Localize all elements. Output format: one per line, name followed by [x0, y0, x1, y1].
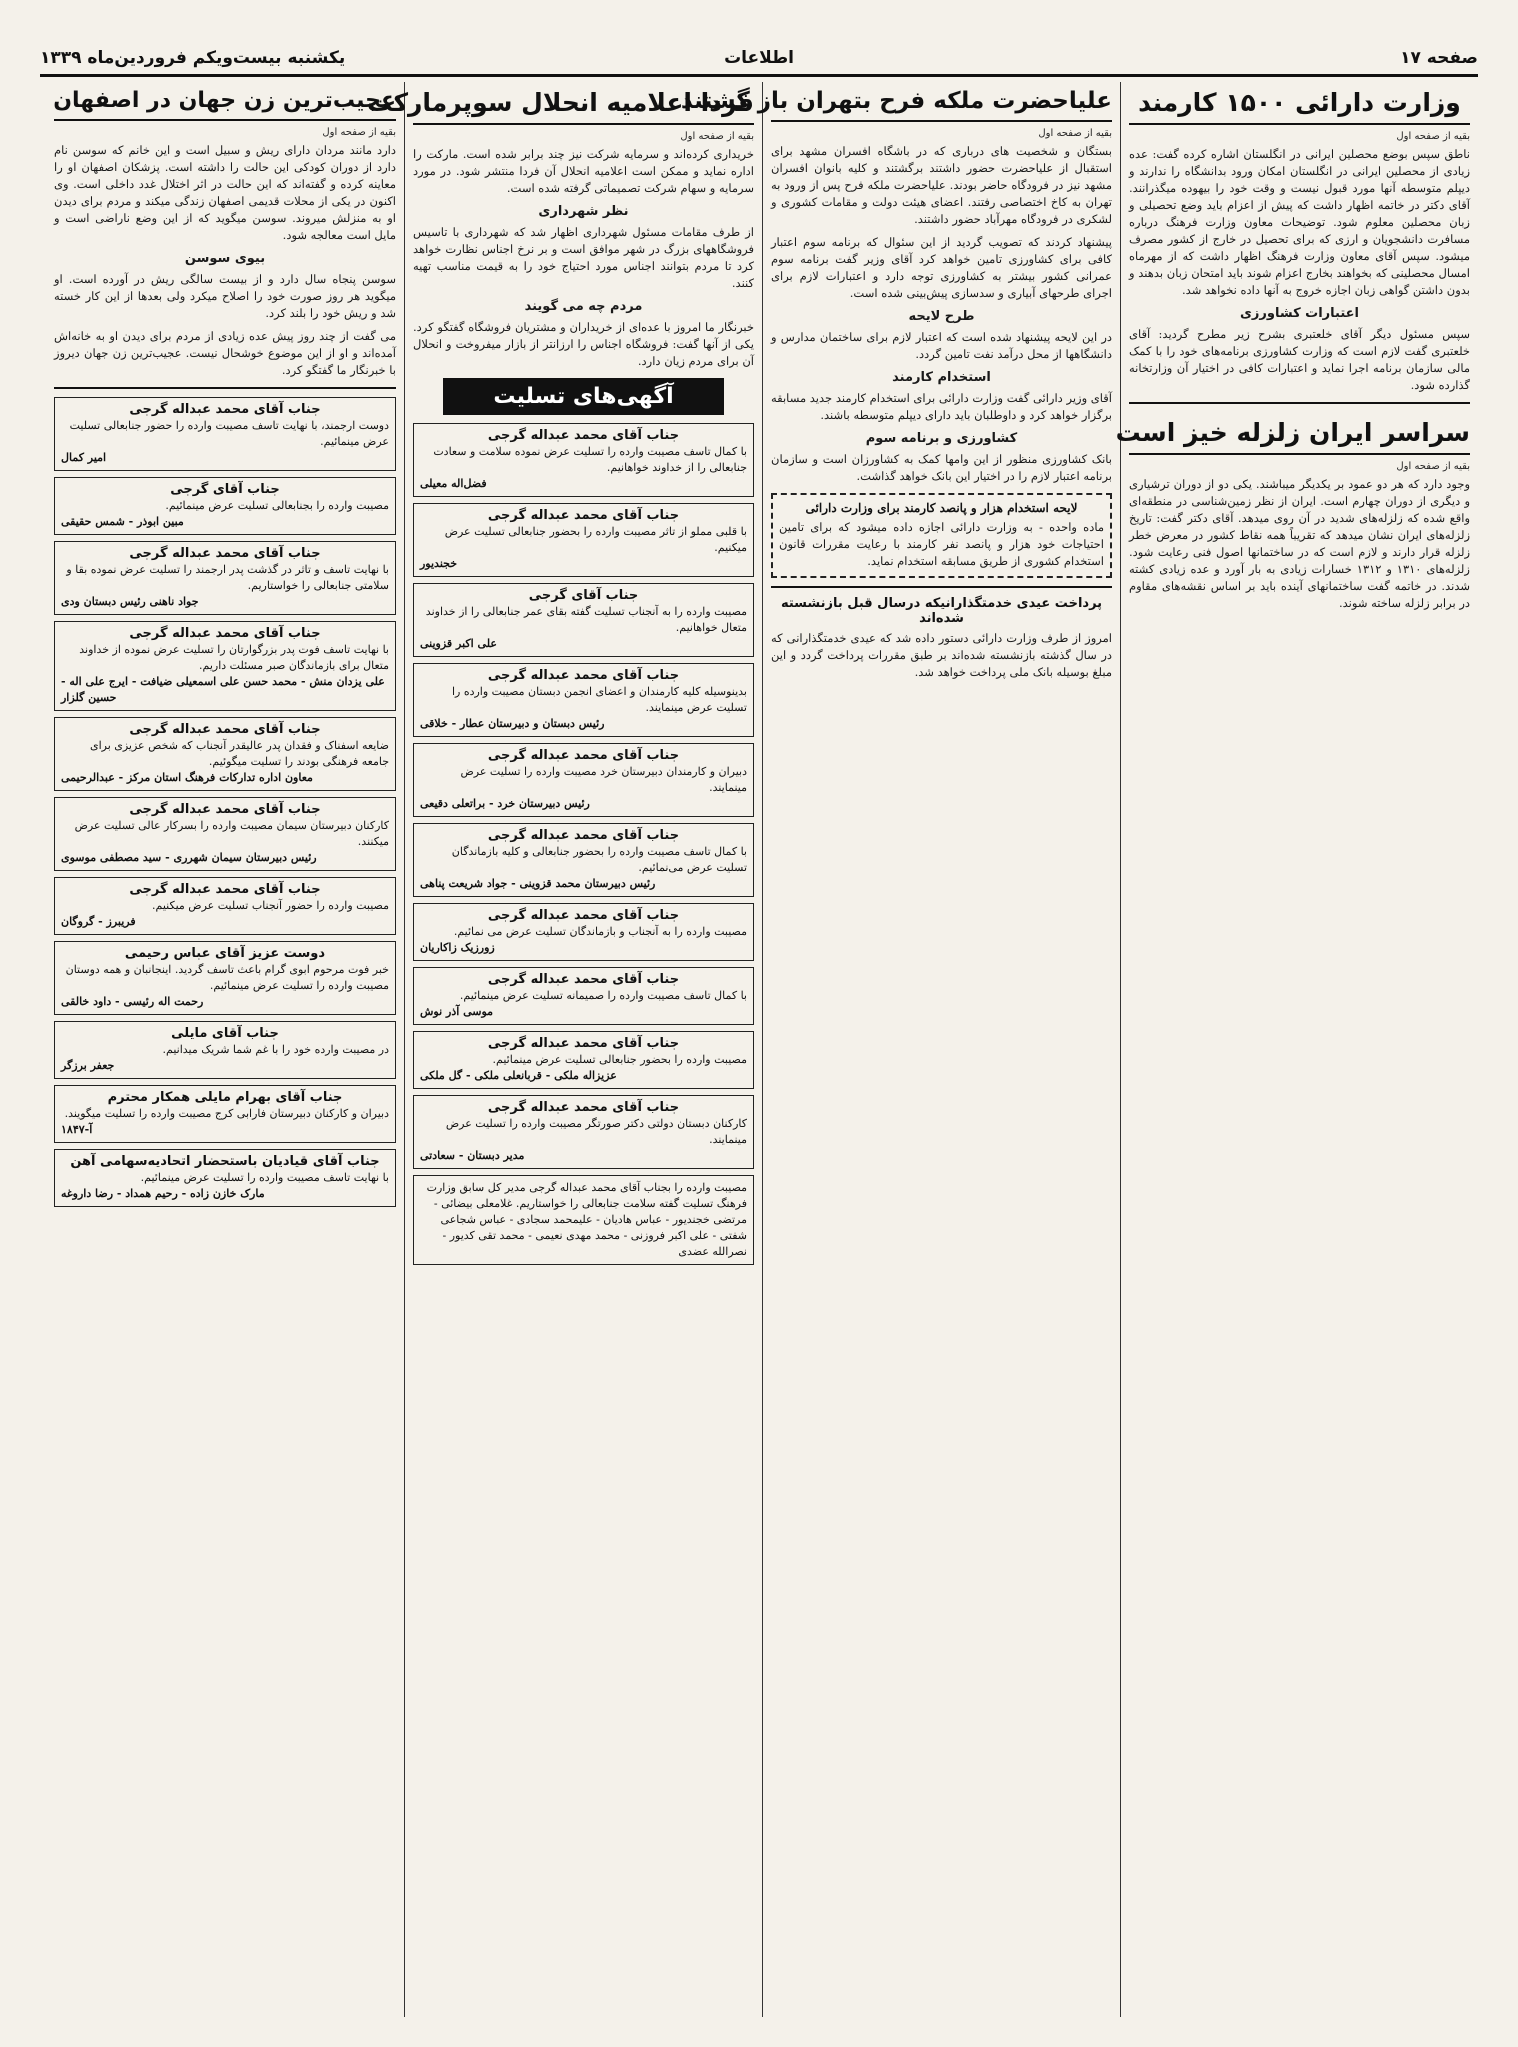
article-body	[771, 143, 1112, 485]
bill-notice	[771, 493, 1112, 578]
condolence-notice	[54, 541, 396, 615]
condolence-notice	[413, 1095, 754, 1169]
paragraph: ناطق سپس بوضع محصلین ایرانی در انگلستان اشاره کرده گفت: عده زیادی از محصلین ایرانی در انگلستان امکان ورود بدانشگاه را ندارند و دیپلم متوسطه آنها مورد قبول نیست و وقت خود را بیهوده میگذرانند. آقای دکتر در خاتمه اظهار داشت که پیش از اعزام باید وضع تحصیلی و زبان محصلین معلوم شود. توضیحات معاون وزارت فرهنگ درباره مسافرت دانشجویان و ارزی که برای تحصیل در خارج از کشور مصرف میشود. سپس آقای معاون وزارت فرهنگ اظهار داشت که از مهرماه امسال محصلینی که بخواهند بخارج اعزام شوند باید امتحان زبان بدهند و بدون داشتن گواهی زبان اجازه خروج به آنها داده نخواهد شد.	[1129, 147, 1470, 297]
notice-title: جناب آقای قیادیان باستحضار اتحادیه‌سهامی آهن	[70, 1154, 380, 1169]
subheading: کشاورزی و برنامه سوم	[865, 431, 1018, 446]
headline-queen-return: علیاحضرت ملکه فرح بتهران باز گشتند	[771, 82, 1112, 122]
condolence-notice	[54, 397, 396, 471]
paragraph: دارد مانند مردان دارای ریش و سبیل است و این خانم که سوسن نام دارد از دوران کودکی این حالت را داشته است. پزشکان اصفهان او را معاینه کرده و گفته‌اند که این حالت در اثر اختلال غدد داخلی است. وی اکنون در یکی از محلات قدیمی اصفهان زندگی میکند و مردم برای دیدن او به منزلش میروند. سوسن میگوید که از این وضع ناراضی است و مایل است معالجه شود.	[54, 143, 396, 242]
notice-body: با کمال تاسف مصیبت وارده را بحضور جنابعالی و کلیه بازماندگان تسلیت عرض می‌نمائیم.	[451, 845, 747, 874]
notice-body: دبیران و کارمندان دبیرستان خرد مصیبت وارده را تسلیت عرض مینمایند.	[460, 765, 747, 794]
paragraph: از طرف مقامات مسئول شهرداری اظهار شد که شهرداری با تاسیس فروشگاههای بزرگ در شهر موافق است و بر نرخ اجناس نظارت خواهد کرد تا مردم بتوانند اجناس مورد احتیاج خود را به قیمت مناسب تهیه کنند.	[413, 225, 754, 290]
notice-body: ضایعه اسفناک و فقدان پدر عالیقدر آنجناب که شخص عزیزی برای جامعه فرهنگی بودند را تسلیت میگوئیم.	[89, 739, 389, 768]
column-isfahan	[46, 82, 404, 2017]
condolence-notice	[54, 717, 396, 791]
condolence-notice	[413, 823, 754, 897]
notice-title: جناب آقای محمد عبداله گرجی	[129, 546, 321, 561]
continued-label: بقیه از صفحه اول	[680, 131, 754, 142]
article-body	[1129, 476, 1470, 612]
condolence-notice	[54, 621, 396, 711]
divider	[1129, 402, 1470, 404]
notice-body: بدینوسیله کلیه کارمندان و اعضای انجمن دبستان مصیبت وارده را تسلیت عرض مینمایند.	[451, 685, 747, 714]
condolence-notice	[54, 477, 396, 535]
notice-body: خبر فوت مرحوم ابوی گرام باعث تاسف گردید. اینجانبان و همه دوستان مصیبت وارده را تسلیت عرض مینمائیم.	[65, 963, 389, 992]
notice-body: در مصیبت وارده خود را با غم شما شریک میدانیم.	[162, 1043, 389, 1056]
paragraph: سوسن پنجاه سال دارد و از بیست سالگی ریش در آورده است. او میگوید هر روز صورت خود را اصلاح میکرد ولی بعدها از این کار خسته شد و ریش خود را بلند کرد.	[54, 272, 396, 320]
notice-title: جناب آقای محمد عبداله گرجی	[487, 508, 680, 523]
notice-body: کارکنان دبستان دولتی دکتر صورتگر مصیبت وارده را تسلیت عرض مینمایند.	[445, 1117, 747, 1146]
headline-finance-ministry: وزارت دارائی ۱۵۰۰ کارمند	[1129, 82, 1470, 125]
notice-signature: خجندیور	[420, 557, 458, 570]
notice-signature: رئیس دبیرستان سیمان شهرری - سید مصطفی موسوی	[61, 851, 317, 864]
notice-title: جناب آقای بهرام مایلی همکار محترم	[107, 1090, 343, 1105]
notice-body: با نهایت تاسف مصیبت وارده را تسلیت عرض مینمائیم.	[140, 1171, 389, 1184]
condolence-notice	[413, 583, 754, 657]
notice-signature: موسی آذر نوش	[420, 1005, 494, 1018]
column-supermarket	[366, 82, 762, 2017]
paragraph: می گفت از چند روز پیش عده زیادی از مردم برای دیدن او به خانه‌اش آمده‌اند و او از این موضوع خوشحال نیست. عجیب‌ترین زن جهان دیروز با خبرنگار ما گفتگو کرد.	[54, 329, 396, 377]
notice-body: کارکنان دبیرستان سیمان مصیبت وارده را بسرکار عالی تسلیت عرض میکنند.	[74, 819, 389, 848]
condolence-banner: آگهی‌های تسلیت	[443, 378, 724, 415]
headline-strangest-woman: عجیب‌ترین زن جهان در اصفهان	[54, 82, 396, 121]
notice-body: با نهایت تاسف فوت پدر بزرگوارتان را تسلیت عرض نموده از خداوند متعال برای بازماندگان صبر مسئلت داریم.	[79, 643, 389, 672]
notice-signature: فریبرز - گروگان	[61, 915, 136, 928]
notice-signature: جواد ناهنی رئیس دبستان ودی	[61, 595, 199, 608]
paragraph: آقای وزیر دارائی گفت وزارت دارائی برای استخدام کارمند جدید مسابقه برگزار خواهد کرد و داوطلبان باید دارای دیپلم متوسطه باشند.	[771, 391, 1112, 422]
notice-title: جناب آقای محمد عبداله گرجی	[129, 802, 321, 817]
issue-date: یکشنبه بیست‌ویکم فروردین‌ماه ۱۳۳۹	[40, 48, 346, 68]
bill-body: ماده واحده - به وزارت دارائی اجازه داده میشود که برای تامین احتیاجات خود هزار و پانصد نفر کارمند با رعایت مقررات قانون استخدام کشوری از طریق مسابقه استخدام نماید.	[779, 520, 1104, 568]
divider	[54, 387, 396, 389]
subheading: نظر شهرداری	[538, 204, 629, 219]
notice-signature: مبین ابوذر - شمس حقیقی	[61, 515, 184, 528]
notice-title: جناب آقای محمد عبداله گرجی	[129, 882, 321, 897]
continued-label: بقیه از صفحه اول	[1396, 461, 1470, 472]
notice-signature: زورزیک زاکاریان	[420, 941, 495, 954]
subheading: مردم چه می گویند	[524, 299, 643, 314]
notice-signature: جعفر برزگر	[61, 1059, 115, 1072]
notice-body: دوست ارجمند، با نهایت تاسف مصیبت وارده را حضور جنابعالی تسلیت عرض مینمائیم.	[69, 419, 389, 448]
divider	[771, 586, 1112, 588]
notice-signature: رئیس دبستان و دبیرستان عطار - خلاقی	[420, 717, 605, 730]
notice-body: با کمال تاسف مصیبت وارده را تسلیت عرض نموده سلامت و سعادت جنابعالی را از خداوند خواهانیم.	[433, 445, 747, 474]
continued-label: بقیه از صفحه اول	[1038, 128, 1112, 139]
paragraph: در این لایحه پیشنهاد شده است که اعتبار لازم برای ساختمان مدارس و دانشگاهها از محل درآمد نفت تامین گردد.	[771, 330, 1112, 361]
columns	[40, 82, 1478, 2017]
notice-body: با کمال تاسف مصیبت وارده را صمیمانه تسلیت عرض مینمائیم.	[459, 989, 747, 1002]
condolence-notice	[413, 903, 754, 961]
notice-body: مصیبت وارده را حضور آنجناب تسلیت عرض میکنیم.	[152, 899, 389, 912]
notice-title: جناب آقای گرجی	[170, 482, 280, 497]
condolence-notice	[54, 1021, 396, 1079]
notice-signature: علی اکبر قزوینی	[420, 637, 497, 650]
notice-title: دوست عزیز آقای عباس رحیمی	[124, 946, 326, 961]
notice-signature: آ-۱۸۴۷	[61, 1123, 93, 1136]
paragraph: امروز از طرف وزارت دارائی دستور داده شد که عیدی خدمتگذارانی که در سال گذشته بازنشسته شده‌اند بر طبق مقررات پرداخت گردد و این مبلغ بوسیله بانک ملی پرداخت خواهد شد.	[771, 631, 1112, 679]
condolence-notice	[413, 1031, 754, 1089]
notice-signature: عزیزاله ملکی - قربانعلی ملکی - گل ملکی	[420, 1069, 617, 1082]
notice-signature: معاون اداره تدارکات فرهنگ استان مرکز - عبدالرحیمی	[61, 771, 313, 784]
article-body	[54, 142, 396, 379]
page-number: صفحه ۱۷	[1400, 48, 1478, 68]
condolence-notice	[54, 941, 396, 1015]
notice-title: جناب آقای گرجی	[528, 588, 639, 603]
notice-body: مصیبت وارده را بجنابعالی تسلیت عرض مینمائیم.	[165, 499, 389, 512]
notice-title: جناب آقای محمد عبداله گرجی	[129, 402, 321, 417]
notice-body: مصیبت وارده را بجناب آقای محمد عبداله گرجی مدیر کل سابق وزارت فرهنگ تسلیت گفته سلامت جنابعالی را خواستاریم. غلامعلی بیضائی - مرتضی خجندیور - عباس هادیان - علیمحمد سجادی - عباس شجاعی شفتی - علی اکبر فروزنی - محمد مهدی نعیمی - محمد تقی کدیور - نصرالله عضدی	[426, 1181, 747, 1258]
notice-signature: رئیس دبیرستان محمد قزوینی - جواد شریعت پناهی	[420, 877, 656, 890]
paragraph: بستگان و شخصیت های درباری که در باشگاه افسران مشهد برای استقبال از علیاحضرت حضور داشتند برگشتند و کلیه بانوان افسران مشهد نیز در فرودگاه حاضر بودند. علیاحضرت ملکه فرح پس از ورود به تهران به کاخ اختصاصی رفتند. اعضای هیئت دولت و مقامات کشوری و لشکری در فرودگاه مهرآباد حضور داشتند.	[771, 144, 1112, 226]
notice-body: با قلبی مملو از تاثر مصیبت وارده را بحضور جنابعالی تسلیت عرض میکنیم.	[444, 525, 747, 554]
notice-title: جناب آقای محمد عبداله گرجی	[487, 828, 680, 843]
notice-body: مصیبت وارده را به آنجناب و بازماندگان تسلیت عرض می نمائیم.	[453, 925, 747, 938]
condolence-notice	[54, 1085, 396, 1143]
notice-signature: مدیر دبستان - سعادتی	[420, 1149, 525, 1162]
paragraph: سپس مسئول دیگر آقای خلعتبری بشرح زیر مطرح گردید: آقای خلعتبری گفت لازم است که وزارت کشاورزی برنامه‌های خود را با کمک مالی سازمان برنامه اجرا نماید و اعتبارات کافی در اختیار آن وزارتخانه گذارده شود.	[1129, 327, 1470, 392]
condolence-notice	[413, 1175, 754, 1265]
subheading: استخدام کارمند	[892, 370, 991, 385]
paragraph: پیشنهاد کردند که تصویب گردید از این سئوال که برنامه سوم اعتبار کافی برای کشاورزی تامین خواهد کرد آقای وزیر گفت برنامه سوم عمرانی کشور بیشتر به کشاورزی توجه دارد و اعتبارات لازم برای اجرای طرحهای آبیاری و سدسازی پیش‌بینی شده است.	[771, 235, 1112, 300]
paragraph: بانک کشاورزی منظور از این وامها کمک به کشاورزان است و سازمان برنامه اعتبار لازم را در اختیار این بانک خواهد گذاشت.	[771, 452, 1112, 483]
condolence-notice	[413, 743, 754, 817]
notice-title: جناب آقای محمد عبداله گرجی	[487, 1100, 680, 1115]
condolence-list	[54, 397, 396, 1207]
condolence-notice	[54, 1149, 396, 1207]
condolence-notice	[54, 877, 396, 935]
notice-signature: علی یزدان منش - محمد حسن علی اسمعیلی ضیافت - ایرج علی اله - حسین گلزار	[61, 675, 385, 704]
notice-body: مصیبت وارده را بحضور جنابعالی تسلیت عرض مینمائیم.	[492, 1053, 747, 1066]
article-body	[1129, 146, 1470, 394]
notice-title: جناب آقای محمد عبداله گرجی	[487, 1036, 680, 1051]
notice-signature: رئیس دبیرستان خرد - براتعلی دقیعی	[420, 797, 590, 810]
column-finance	[1115, 82, 1478, 2017]
notice-title: جناب آقای محمد عبداله گرجی	[487, 668, 680, 683]
column-queen-farah	[680, 82, 1120, 2017]
paragraph: خریداری کرده‌اند و سرمایه شرکت نیز چند برابر شده است. مارکت را اداره نماید و ممکن است اعلامیه انحلال آن فردا منتشر شود. در مورد سرمایه و سهام شرکت تصمیماتی گرفته شده است.	[413, 147, 754, 195]
continued-label: بقیه از صفحه اول	[1396, 131, 1470, 142]
condolence-notice	[413, 663, 754, 737]
condolence-notice	[413, 503, 754, 577]
notice-signature: امیر کمال	[61, 451, 107, 464]
headline-supermarket: فردا اعلامیه انحلال سوپرمارکت	[413, 82, 754, 125]
article-body	[771, 630, 1112, 681]
notice-body: با نهایت تاسف و تاثر در گذشت پدر ارجمند را تسلیت عرض نموده بقا و سلامتی جنابعالی را خواستاریم.	[66, 563, 389, 592]
notice-body: دبیران و کارکنان دبیرستان فارابی کرج مصیبت وارده را تسلیت میگویند.	[64, 1107, 389, 1120]
pension-headline: پرداخت عیدی خدمتگذارانیکه درسال قبل بازنشسته شده‌اند	[780, 596, 1103, 626]
notice-title: جناب آقای محمد عبداله گرجی	[487, 748, 680, 763]
condolence-notice	[413, 967, 754, 1025]
condolence-list	[413, 423, 754, 1265]
paper-name: اطلاعات	[724, 48, 794, 68]
subheading: اعتبارات کشاورزی	[1240, 306, 1359, 321]
notice-title: جناب آقای محمد عبداله گرجی	[487, 972, 680, 987]
condolence-notice	[54, 797, 396, 871]
subheading: بیوی سوسن	[184, 251, 266, 266]
bill-title: لایحه استخدام هزار و پانصد کارمند برای وزارت دارائی	[805, 501, 1078, 515]
condolence-notice	[413, 423, 754, 497]
headline-earthquake: سراسر ایران زلزله خیز است	[1129, 412, 1470, 455]
notice-title: جناب آقای محمد عبداله گرجی	[487, 908, 680, 923]
notice-title: جناب آقای مایلی	[171, 1026, 279, 1041]
paragraph: خبرنگار ما امروز با عده‌ای از خریداران و مشتریان فروشگاه گفتگو کرد. یکی از آنها گفت: فروشگاه اجناس را ارزانتر از بازار میفروخت و انحلال آن برای مردم زیان دارد.	[413, 320, 754, 368]
notice-signature: فضل‌اله معیلی	[420, 477, 487, 490]
masthead	[40, 42, 1478, 77]
subheading: طرح لایحه	[908, 309, 975, 324]
notice-signature: مارک خازن زاده - رحیم همداد - رضا داروغه	[61, 1187, 265, 1200]
notice-signature: رحمت اله رئیسی - داود خالقی	[61, 995, 204, 1008]
notice-title: جناب آقای محمد عبداله گرجی	[129, 626, 321, 641]
notice-title: جناب آقای محمد عبداله گرجی	[129, 722, 321, 737]
continued-label: بقیه از صفحه اول	[322, 127, 396, 138]
notice-body: مصیبت وارده را به آنجناب تسلیت گفته بقای عمر جنابعالی را از خداوند متعال خواهانیم.	[425, 605, 747, 634]
notice-title: جناب آقای محمد عبداله گرجی	[487, 428, 680, 443]
paragraph: وجود دارد که هر دو عمود بر یکدیگر میباشند. یکی دو از دوران ترشیاری و دیگری از دوران چهارم است. ایران از نظر زمین‌شناسی در منطقه‌ای واقع شده که زلزله‌های شدید در آن روی میدهد. آقای دکتر گفت: تاریخ زلزله‌های ایران نشان میدهد که تقریباً همه نقاط کشور در معرض خطر زلزله قرار دارند و لازم است که در ساختمانها اصول فنی رعایت شود. زلزله‌های ۱۳۱۰ و ۱۳۱۲ خسارات زیادی به بار آورد و عده زیادی کشته شدند. در خاتمه گفت ساختمانهای آینده باید بر اساس نقشه‌های مقاوم در برابر زلزله ساخته شوند.	[1129, 477, 1470, 610]
article-body	[413, 146, 754, 370]
